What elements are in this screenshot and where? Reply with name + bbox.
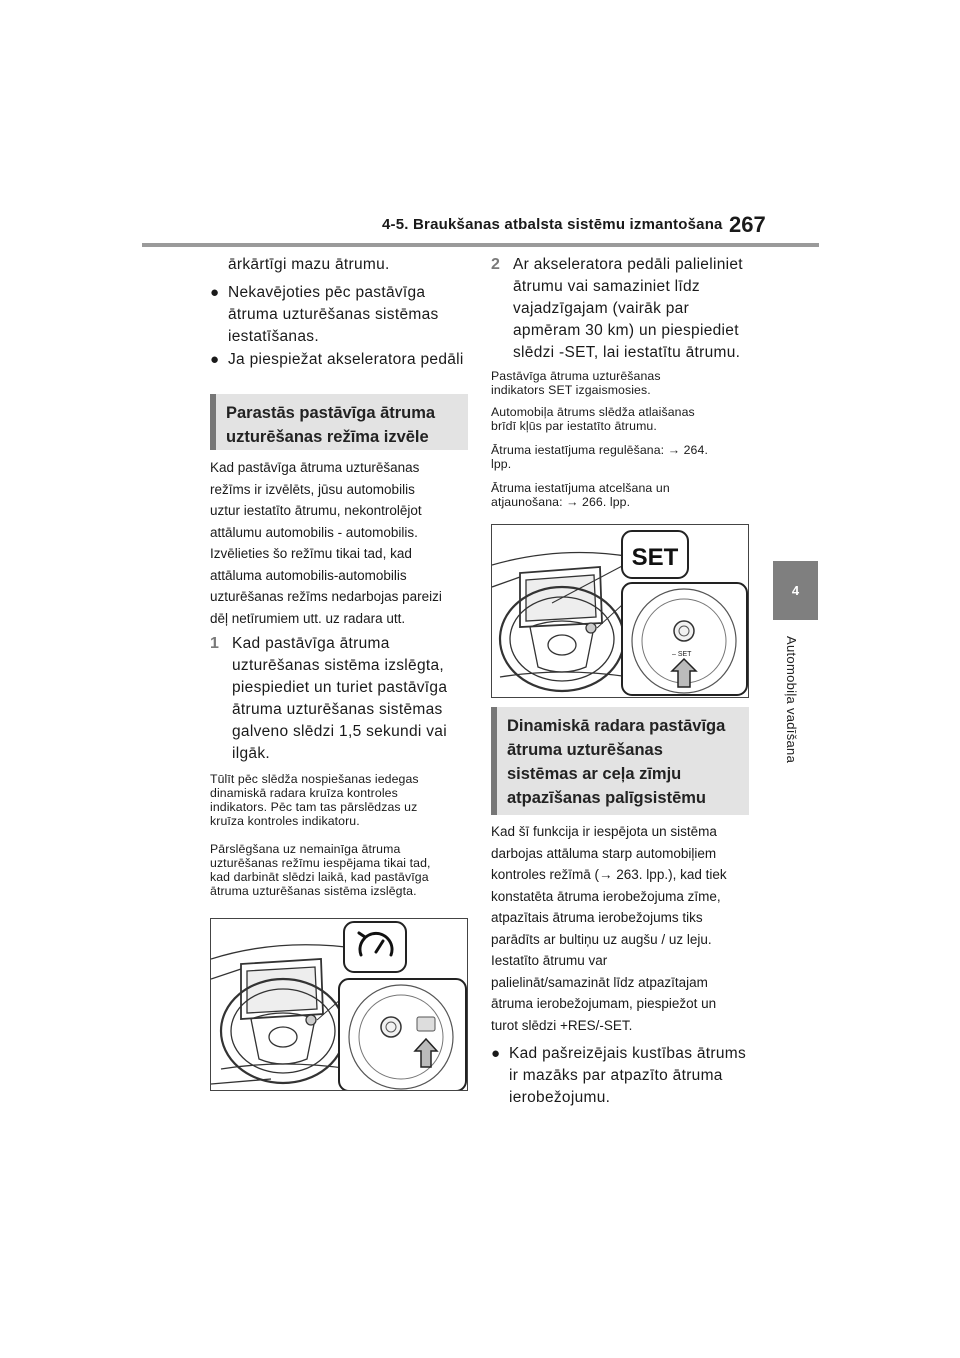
heading-line: atpazīšanas palīgsistēmu xyxy=(507,789,706,807)
step-line: Kad pastāvīga ātruma xyxy=(232,635,390,652)
small-set-label: – SET xyxy=(672,651,692,658)
note-paragraph xyxy=(491,405,753,433)
bullet-line: ir mazāks par atpazīto ātruma xyxy=(509,1067,723,1084)
bullet-item xyxy=(491,1043,771,1109)
body-line: turot slēdzi +RES/-SET. xyxy=(491,1017,633,1033)
set-label: SET xyxy=(631,544,679,571)
heading-line: uzturēšanas režīma izvēle xyxy=(226,428,429,446)
note-line: lpp. xyxy=(491,457,512,471)
body-line: kontroles režīmā (→ 263. lpp.), kad tiek xyxy=(491,867,727,882)
step-number: 2 xyxy=(491,256,501,273)
body-line: attālumu automobilis - automobilis. xyxy=(210,524,418,540)
body-line: dēļ netīrumiem utt. uz radara utt. xyxy=(210,610,406,626)
header-divider xyxy=(142,243,819,247)
bullet-line: iestatīšanas. xyxy=(228,328,319,345)
bullet-line: ierobežojumu. xyxy=(509,1089,611,1106)
steering-wheel-illustration xyxy=(492,525,748,697)
note-line: Automobiļa ātrums slēdža atlaišanas xyxy=(491,405,695,419)
note-line: indikators. Pēc tam tas pārslēdzas uz xyxy=(210,800,418,814)
steering-wheel-figure-cruise xyxy=(210,918,468,1091)
bullet-icon: ● xyxy=(210,284,220,301)
note-line: Ātruma iestatījuma regulēšana: → 264. xyxy=(491,443,708,457)
step-line: vajadzīgajam (vairāk par xyxy=(513,300,690,317)
step-2 xyxy=(491,254,771,364)
step-line: piespiediet un turiet pastāvīga xyxy=(232,679,448,696)
body-line: Kad šī funkcija ir iespējota un sistēma xyxy=(491,824,717,839)
note-line: ātruma uzturēšanas sistēma izslēgta. xyxy=(210,884,417,898)
bullet-item xyxy=(210,282,486,348)
section-heading-road-sign-assist xyxy=(491,707,749,815)
body-line: atpazītais ātruma ierobežojums tiks xyxy=(491,910,703,925)
body-line: Iestatīto ātrumu var xyxy=(491,953,608,968)
body-line: režīms ir izvēlēts, jūsu automobilis xyxy=(210,481,415,497)
step-line: ātrumu vai samaziniet līdz xyxy=(513,278,700,295)
body-line: uztur iestatīto ātrumu, nekontrolējot xyxy=(210,503,422,518)
step-line: ilgāk. xyxy=(232,745,270,762)
chapter-label: Automobiļa vadīšana xyxy=(784,636,799,764)
step-line: apmēram 30 km) un piespiediet xyxy=(513,322,739,339)
bullet-line: Kad pašreizējais kustības ātrums xyxy=(509,1045,747,1062)
note-line: uzturēšanas režīmu iespējama tikai tad, xyxy=(210,856,431,870)
step-line: galveno slēdzi 1,5 sekundi vai xyxy=(232,723,447,740)
body-line: konstatēta ātruma ierobežojuma zīme, xyxy=(491,888,721,904)
note-line: brīdī kļūs par iestatīto ātrumu. xyxy=(491,419,657,433)
bullet-item xyxy=(210,349,486,371)
body-line: Kad pastāvīga ātruma uzturēšanas xyxy=(210,460,420,475)
chapter-number: 4 xyxy=(791,583,800,598)
body-line: Izvēlieties šo režīmu tikai tad, kad xyxy=(210,546,412,561)
intro-line: ārkārtīgi mazu ātrumu. xyxy=(228,256,390,273)
note-line: Tūlīt pēc slēdža nospiešanas iedegas xyxy=(210,772,419,786)
section-heading-cruise-mode xyxy=(210,394,468,450)
note-paragraph xyxy=(491,443,753,471)
step-number: 1 xyxy=(210,635,220,652)
note-line: Pastāvīga ātruma uzturēšanas xyxy=(491,369,661,383)
section-body xyxy=(210,457,480,629)
body-line: palielināt/samazināt līdz atpazītajam xyxy=(491,974,708,990)
note-paragraph xyxy=(491,369,753,397)
body-line: parādīts ar bultiņu uz augšu / uz leju. xyxy=(491,931,712,947)
note-line: kad darbināt slēdzi laikā, kad pastāvīga xyxy=(210,870,429,884)
note-line: dinamiskā radara kruīza kontroles xyxy=(210,786,398,800)
heading-line: Dinamiskā radara pastāvīga xyxy=(507,717,726,735)
note-paragraph xyxy=(210,772,472,828)
note-paragraph xyxy=(491,481,753,509)
note-line: indikators SET izgaismosies. xyxy=(491,383,651,397)
section-body xyxy=(491,821,761,1036)
step-line: Ar akseleratora pedāli palieliniet xyxy=(513,256,743,273)
step-line: ātruma uzturēšanas sistēmas xyxy=(232,701,443,718)
note-paragraph xyxy=(210,842,472,898)
bullet-icon: ● xyxy=(210,351,220,368)
step-1 xyxy=(210,633,490,765)
chapter-tab[interactable] xyxy=(773,561,818,620)
steering-wheel-illustration xyxy=(211,919,467,1090)
bullet-line: Nekavējoties pēc pastāvīga xyxy=(228,284,426,301)
heading-line: Parastās pastāvīga ātruma xyxy=(226,404,436,422)
heading-line: sistēmas ar ceļa zīmju xyxy=(507,765,682,783)
note-line: Ātruma iestatījuma atcelšana un xyxy=(491,481,670,495)
step-line: uzturēšanas sistēma izslēgta, xyxy=(232,657,445,674)
note-line: Pārslēgšana uz nemainīga ātruma xyxy=(210,842,401,856)
bullet-icon: ● xyxy=(491,1045,501,1062)
body-line: uzturēšanas režīms nedarbojas pareizi xyxy=(210,589,442,604)
heading-line: ātruma uzturēšanas xyxy=(507,741,663,759)
body-line: ātruma ierobežojumam, piespiežot un xyxy=(491,996,717,1011)
bullet-line: Ja piespiežat akseleratora pedāli xyxy=(228,351,464,368)
note-line: atjaunošana: → 266. lpp. xyxy=(491,495,631,509)
page-number: 267 xyxy=(729,212,766,237)
section-title: 4-5. Braukšanas atbalsta sistēmu izmantošana xyxy=(382,216,723,233)
step-line: slēdzi -SET, lai iestatītu ātrumu. xyxy=(513,344,741,361)
steering-wheel-figure-set xyxy=(491,524,749,698)
body-line: attāluma automobilis-automobilis xyxy=(210,567,407,583)
note-line: kruīza kontroles indikatoru. xyxy=(210,814,360,828)
bullet-line: ātruma uzturēšanas sistēmas xyxy=(228,306,439,323)
body-line: darbojas attāluma starp automobiļiem xyxy=(491,845,717,861)
